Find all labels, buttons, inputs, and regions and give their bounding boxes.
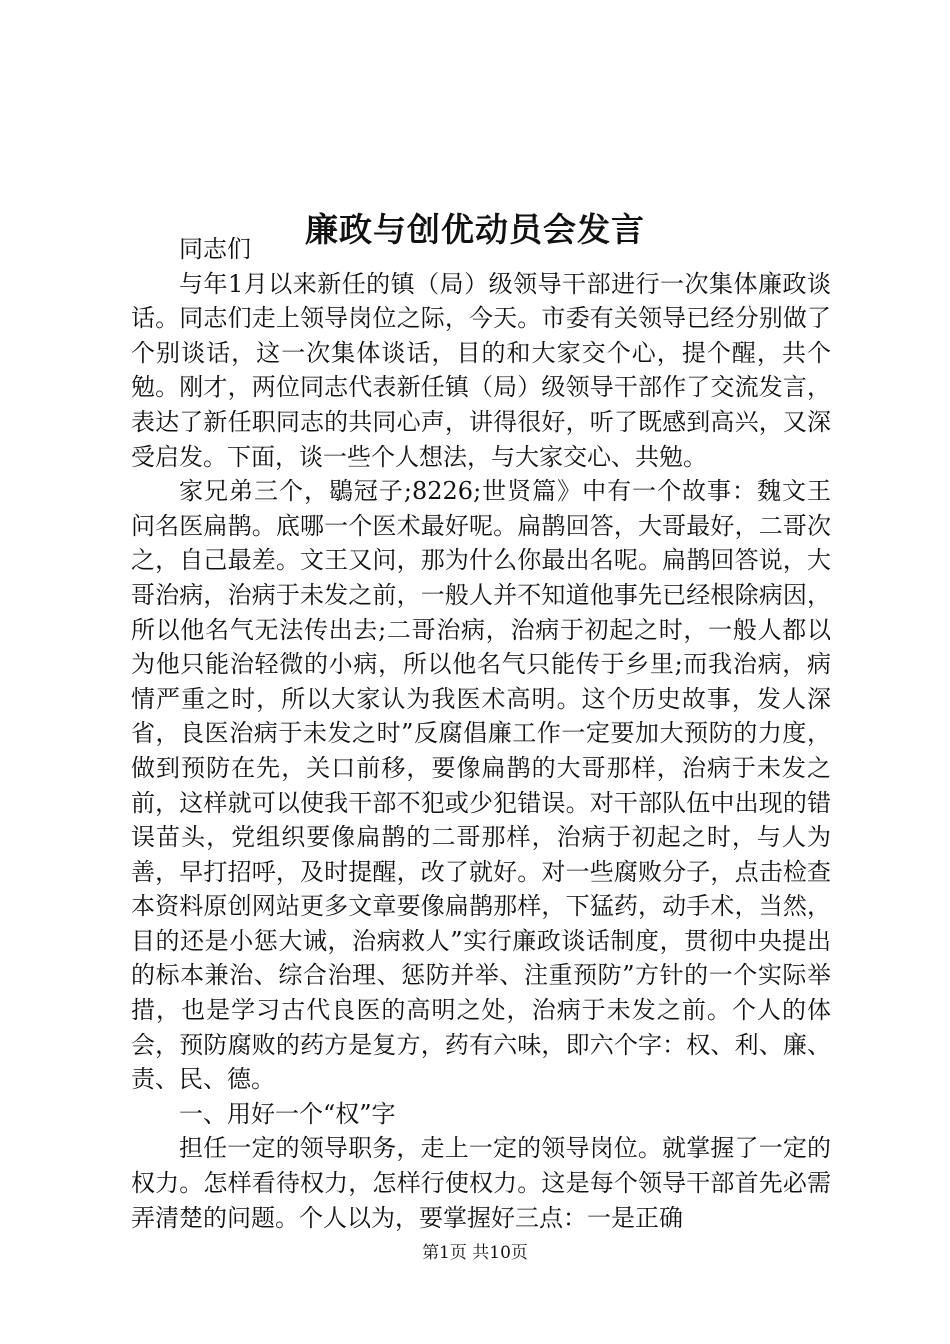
- paragraph-power: 担任一定的领导职务，走上一定的领导岗位。就掌握了一定的权力。怎样看待权力，怎样行使权力。这是每个领导干部首先必需弄清楚的问题。个人以为，要掌握好三点：一是正确: [131, 1134, 831, 1232]
- document-title: 廉政与创优动员会发言: [305, 210, 645, 250]
- paragraph-salutation: 同志们: [179, 235, 251, 263]
- paragraph-story: 家兄弟三个，鶡冠子;8226;世贤篇》中有一个故事：魏文王问名医扁鹊。底哪一个医术最好呢。扁鹊回答，大哥最好，二哥次之，自己最差。文王又问，那为什么你最出名呢。扁鹊回答说，大哥治病，治病于未发之前，一般人并不知道他事先已经根除病因，所以他名气无法传出去;二哥治病，治病于初起之时，一般人都以为他只能治轻微的小病，所以他名气只能传于乡里;而我治病，病情严重之时，所以大家认为我医术高明。这个历史故事，发人深省，良医治病于未发之时”反腐倡廉工作一定要加大预防的力度，做到预防在先，关口前移，要像扁鹊的大哥那样，治病于未发之前，这样就可以使我干部不犯或少犯错误。对干部队伍中出现的错误苗头，党组织要像扁鹊的二哥那样，治病于初起之时，与人为善，早打招呼，及时提醒，改了就好。对一些腐败分子，点击检查本资料原创网站更多文章要像扁鹊那样，下猛药，动手术，当然，目的还是小惩大诫，治病救人”实行廉政谈话制度，贯彻中央提出的标本兼治、综合治理、惩防并举、注重预防”方针的一个实际举措，也是学习古代良医的高明之处，治病于未发之前。个人的体会，预防腐败的药方是复方，药有六味，即六个字：权、利、廉、责、民、德。: [131, 477, 831, 1094]
- document-body: [131, 232, 831, 1235]
- section-heading-power: 一、用好一个“权”字: [179, 1099, 396, 1128]
- page-number-footer: 第1页 共10页: [422, 1243, 528, 1263]
- paragraph-intro: 与年1月以来新任的镇（局）级领导干部进行一次集体廉政谈话。同志们走上领导岗位之际，今天。市委有关领导已经分别做了个别谈话，这一次集体谈话，目的和大家交个心，提个醒，共个勉。刚才，两位同志代表新任镇（局）级领导干部作了交流发言，表达了新任职同志的共同心声，讲得很好，听了既感到高兴，又深受启发。下面，谈一些个人想法，与大家交心、共勉。: [131, 269, 831, 471]
